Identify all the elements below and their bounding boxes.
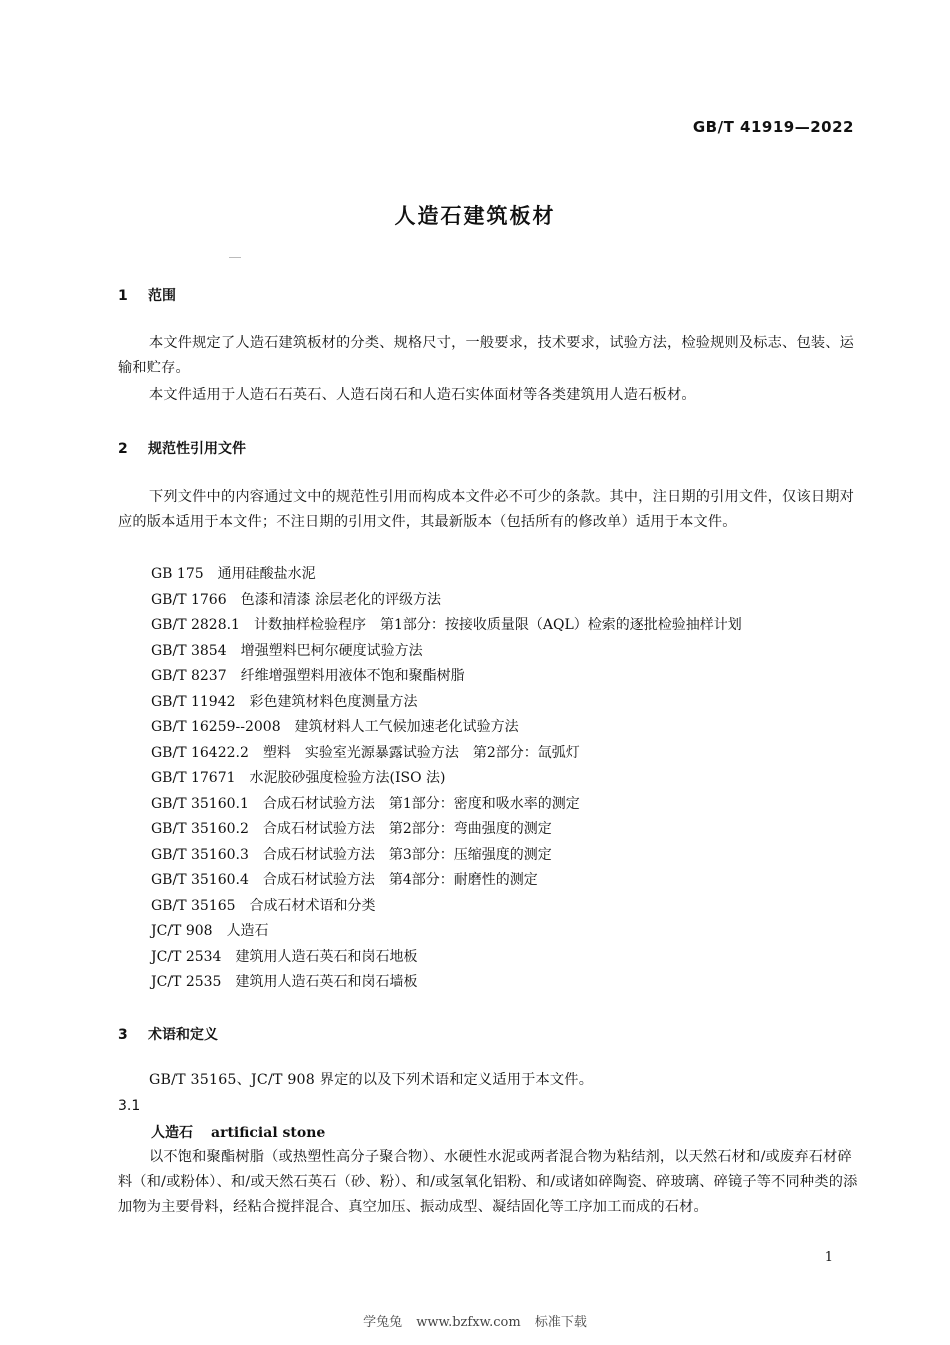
reference-code: JC/T 908 [151, 923, 213, 939]
reference-item [151, 664, 871, 690]
reference-title: 通用硅酸盐水泥 [217, 566, 316, 582]
term-number: 3.1 [118, 1098, 141, 1114]
reference-item [151, 766, 871, 792]
reference-code: JC/T 2535 [151, 974, 222, 990]
standard-number: GB/T 41919—2022 [692, 118, 854, 136]
section-title: 规范性引用文件 [148, 441, 246, 457]
reference-title: 水泥胶砂强度检验方法(ISO 法) [249, 770, 446, 786]
scope-paragraph-2: 本文件适用于人造石石英石、人造石岗石和人造石实体面材等各类建筑用人造石板材。 [149, 387, 696, 403]
reference-code: GB/T 2828.1 [151, 617, 240, 633]
section-1-heading [118, 285, 176, 305]
reference-title: 建筑用人造石英石和岗石地板 [235, 948, 418, 965]
scope-paragraph-1: 本文件规定了人造石建筑板材的分类、规格尺寸，一般要求，技术要求，试验方法，检验规则及标志、包装、运输和贮存。 [118, 335, 854, 376]
reference-item [151, 919, 871, 945]
reference-item [151, 817, 871, 843]
document-title: 人造石建筑板材 [394, 204, 556, 228]
reference-title: 建筑用人造石英石和岗石墙板 [235, 974, 418, 990]
reference-item [151, 894, 871, 920]
section-2-heading [118, 438, 246, 458]
reference-item [151, 613, 871, 639]
reference-code: GB 175 [151, 566, 204, 582]
reference-code: JC/T 2534 [151, 948, 222, 965]
reference-code: GB/T 3854 [151, 642, 227, 659]
term-zh: 人造石 [151, 1125, 193, 1141]
scan-mark [229, 257, 241, 258]
reference-title: 色漆和清漆 涂层老化的评级方法 [240, 591, 442, 608]
reference-title: 合成石材试验方法 第3部分：压缩强度的测定 [262, 846, 552, 863]
section-number: 3 [118, 1027, 128, 1043]
section-number: 1 [118, 288, 128, 304]
reference-item [151, 690, 871, 716]
reference-code: GB/T 35160.4 [151, 872, 249, 888]
reference-title: 纤维增强塑料用液体不饱和聚酯树脂 [240, 668, 465, 684]
footer-site-name: 学兔兔 [363, 1315, 403, 1330]
reference-code: GB/T 16259--2008 [151, 719, 281, 735]
reference-code: GB/T 35160.3 [151, 846, 249, 863]
reference-item [151, 741, 871, 767]
reference-title: 彩色建筑材料色度测量方法 [249, 693, 418, 710]
section-number: 2 [118, 441, 128, 457]
reference-item [151, 639, 871, 665]
term-en: artificial stone [211, 1125, 326, 1141]
reference-title: 合成石材试验方法 第2部分：弯曲强度的测定 [262, 821, 552, 837]
reference-code: GB/T 35160.1 [151, 795, 249, 812]
term-heading [151, 1122, 325, 1142]
reference-code: GB/T 16422.2 [151, 744, 249, 761]
reference-list [151, 562, 871, 996]
reference-item [151, 843, 871, 869]
reference-item [151, 715, 871, 741]
reference-title: 计数抽样检验程序 第1部分：按接收质量限（AQL）检索的逐批检验抽样计划 [253, 617, 742, 633]
reference-title: 建筑材料人工气候加速老化试验方法 [294, 719, 519, 735]
reference-item [151, 792, 871, 818]
reference-item [151, 588, 871, 614]
terms-intro: GB/T 35165、JC/T 908 界定的以及下列术语和定义适用于本文件。 [149, 1072, 594, 1088]
reference-title: 合成石材试验方法 第4部分：耐磨性的测定 [262, 872, 538, 888]
term-definition: 以不饱和聚酯树脂（或热塑性高分子聚合物）、水硬性水泥或两者混合物为粘结剂，以天然石材和/或废弃石材碎料（和/或粉体）、和/或天然石英石（砂、粉）、和/或氢氧化铝粉、和/或诸如碎陶瓷、碎玻璃、碎镜子等不同种类的添加物为主要骨料，经粘合搅拌混合、真空加压、振动成型、凝结固化等工序加工而成的石材。 [118, 1149, 858, 1215]
reference-item [151, 868, 871, 894]
reference-title: 合成石材试验方法 第1部分：密度和吸水率的测定 [262, 795, 580, 812]
reference-code: GB/T 35160.2 [151, 821, 249, 837]
reference-code: GB/T 1766 [151, 591, 227, 608]
reference-title: 增强塑料巴柯尔硬度试验方法 [240, 642, 423, 659]
reference-code: GB/T 11942 [151, 693, 236, 710]
footer [0, 1311, 950, 1330]
footer-tagline: 标准下载 [534, 1315, 587, 1330]
section-3-heading [118, 1024, 218, 1044]
reference-code: GB/T 35165 [151, 897, 236, 914]
section-title: 术语和定义 [148, 1027, 218, 1043]
section-title: 范围 [148, 288, 176, 304]
reference-code: GB/T 8237 [151, 668, 227, 684]
reference-item [151, 562, 871, 588]
reference-item [151, 945, 871, 971]
reference-title: 合成石材术语和分类 [249, 897, 376, 914]
reference-item [151, 970, 871, 996]
reference-title: 人造石 [226, 923, 269, 939]
page-number: 1 [824, 1250, 833, 1265]
reference-code: GB/T 17671 [151, 770, 236, 786]
footer-url[interactable]: www.bzfxw.com [416, 1315, 521, 1330]
references-intro: 下列文件中的内容通过文中的规范性引用而构成本文件必不可少的条款。其中，注日期的引用文件，仅该日期对应的版本适用于本文件；不注日期的引用文件，其最新版本（包括所有的修改单）适用于本文件。 [118, 489, 854, 530]
reference-title: 塑料 实验室光源暴露试验方法 第2部分：氙弧灯 [262, 744, 580, 761]
